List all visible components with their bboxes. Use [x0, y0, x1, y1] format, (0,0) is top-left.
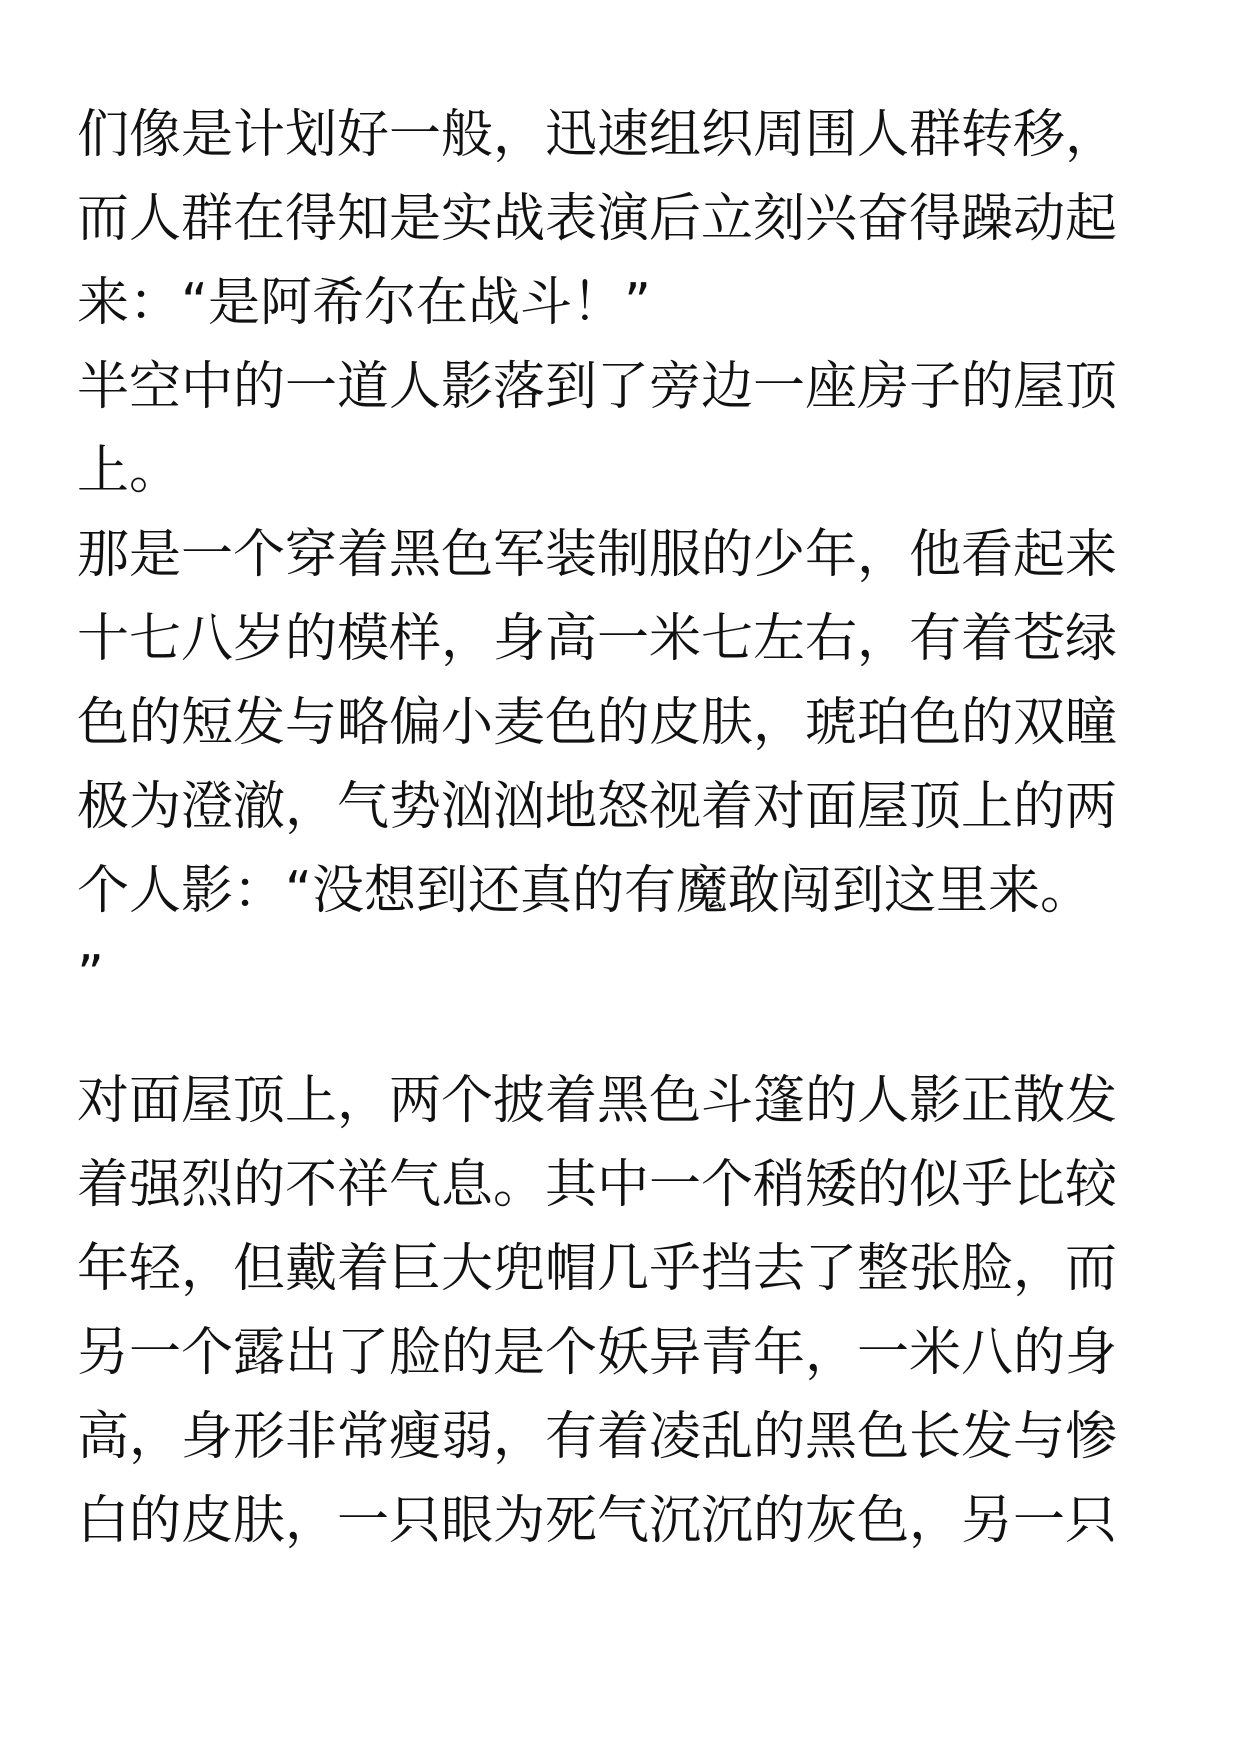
text-line: 着强烈的不祥气息。其中一个稍矮的似乎比较 — [77, 1155, 1118, 1215]
text-line: 白的皮肤，一只眼为死气沉沉的灰色，另一只 — [77, 1491, 1118, 1551]
text-line: 来：“是阿希尔在战斗！” — [77, 273, 651, 333]
text-line: 个人影：“没想到还真的有魔敢闯到这里来。 — [77, 861, 1092, 921]
text-line: 色的短发与略偏小麦色的皮肤，琥珀色的双瞳 — [77, 693, 1118, 753]
text-line: 而人群在得知是实战表演后立刻兴奋得躁动起 — [77, 189, 1118, 249]
text-line: 们像是计划好一般，迅速组织周围人群转移， — [77, 105, 1118, 165]
text-line: 那是一个穿着黑色军装制服的少年，他看起来 — [77, 525, 1118, 585]
text-line: ” — [77, 945, 104, 1005]
text-line: 半空中的一道人影落到了旁边一座房子的屋顶 — [77, 357, 1118, 417]
text-line: 对面屋顶上，两个披着黑色斗篷的人影正散发 — [77, 1071, 1118, 1131]
document-page — [77, 93, 1177, 1563]
text-line: 上。 — [77, 441, 182, 501]
text-line: 十七八岁的模样，身高一米七左右，有着苍绿 — [77, 609, 1118, 669]
text-line: 高，身形非常瘦弱，有着凌乱的黑色长发与惨 — [77, 1407, 1118, 1467]
text-line: 极为澄澈，气势汹汹地怒视着对面屋顶上的两 — [77, 777, 1118, 837]
text-line: 另一个露出了脸的是个妖异青年，一米八的身 — [77, 1323, 1118, 1383]
text-line: 年轻，但戴着巨大兜帽几乎挡去了整张脸，而 — [77, 1239, 1118, 1299]
